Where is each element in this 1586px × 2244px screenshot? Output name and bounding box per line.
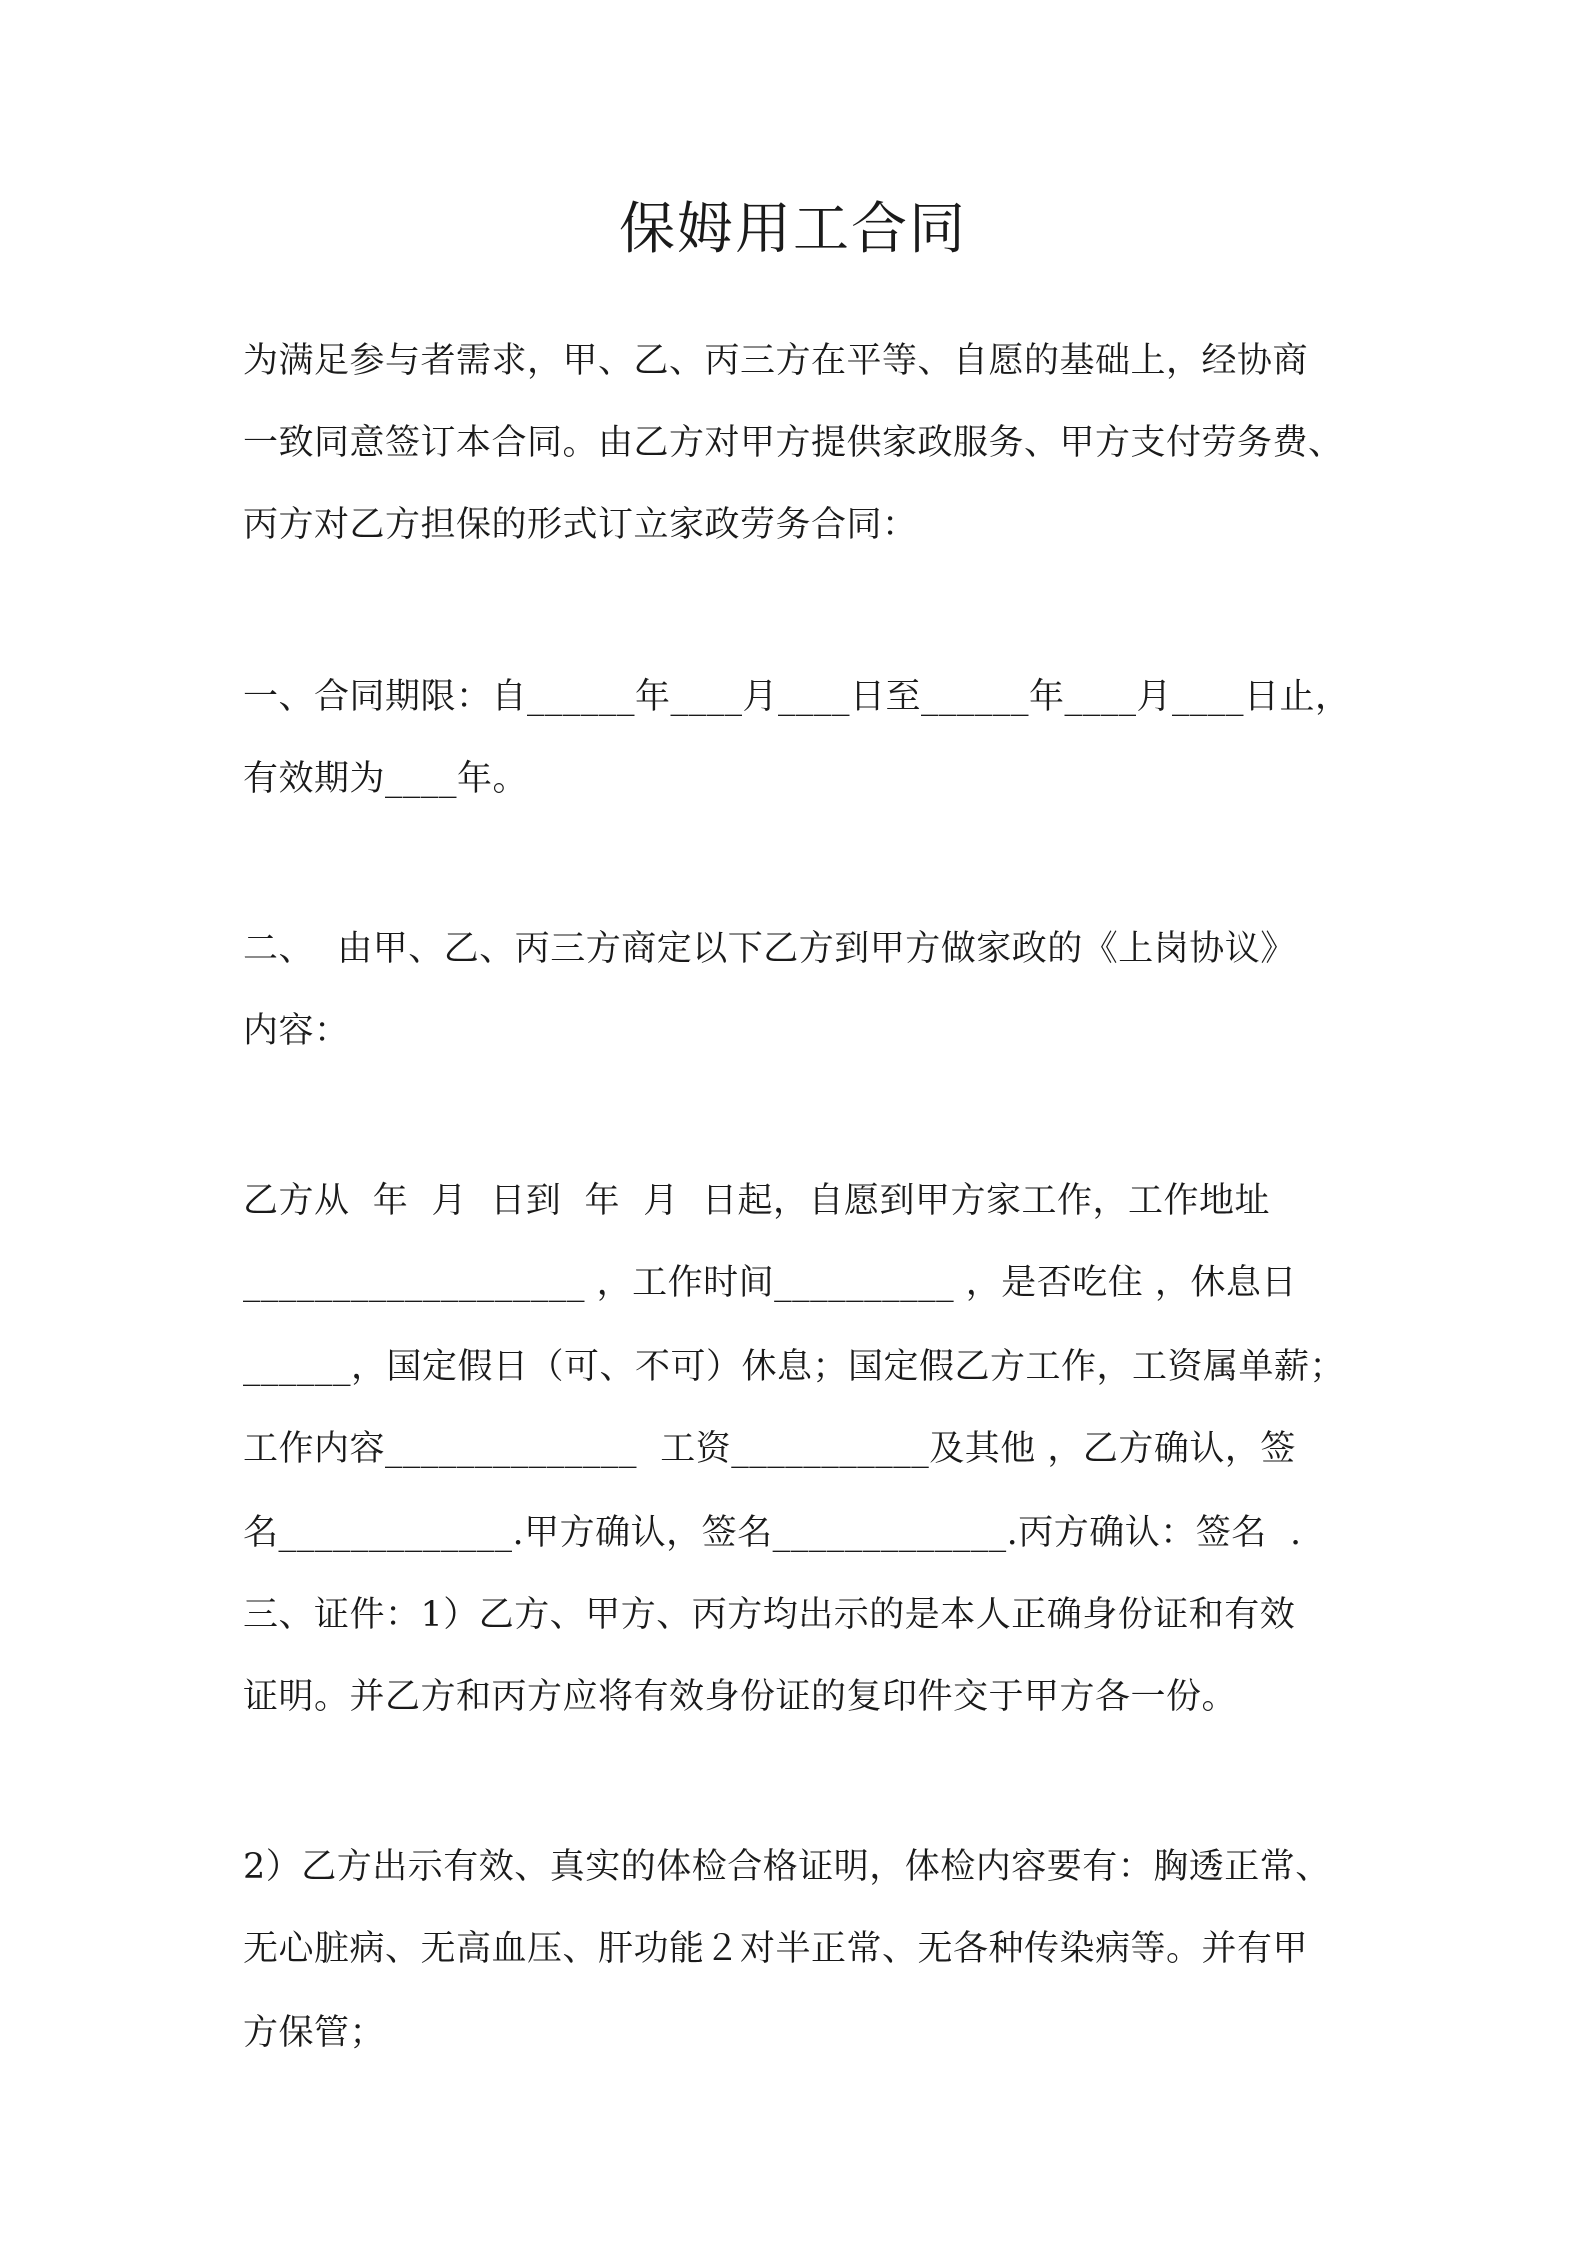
- paragraph-line: 无心脏病、无高血压、肝功能２对半正常、无各种传染病等。并有甲: [243, 1929, 1309, 1969]
- paragraph-line: 三、证件：1）乙方、甲方、丙方均出示的是本人正确身份证和有效: [243, 1595, 1296, 1635]
- paragraph-line: 一、合同期限：自______年____月____日至______年____月____日止，: [243, 677, 1351, 717]
- paragraph-line: ___________________ ，工作时间__________ ，是否吃住 ，休息日: [243, 1263, 1297, 1303]
- paragraph-line: 有效期为____年。: [243, 759, 529, 799]
- paragraph-line: 为满足参与者需求，甲、乙、丙三方在平等、自愿的基础上，经协商: [243, 341, 1309, 381]
- paragraph-line: 名_____________.甲方确认，签名_____________.丙方确认：签名 .: [243, 1513, 1302, 1553]
- paragraph-line: 2）乙方出示有效、真实的体检合格证明，体检内容要有：胸透正常、: [243, 1847, 1331, 1887]
- paragraph-line: ______，国定假日（可、不可）休息；国定假乙方工作，工资属单薪；: [243, 1347, 1346, 1387]
- document-title: 保姆用工合同: [619, 197, 967, 262]
- paragraph-line: 丙方对乙方担保的形式订立家政劳务合同：: [243, 505, 918, 545]
- paragraph-line: 二、 由甲、乙、丙三方商定以下乙方到甲方做家政的《上岗协议》: [243, 929, 1296, 969]
- paragraph-line: 证明。并乙方和丙方应将有效身份证的复印件交于甲方各一份。: [243, 1677, 1238, 1717]
- paragraph-line: 一致同意签订本合同。由乙方对甲方提供家政服务、甲方支付劳务费、: [243, 423, 1344, 463]
- paragraph-line: 内容：: [243, 1011, 350, 1051]
- paragraph-line: 工作内容______________ 工资___________及其他 ，乙方确认，签: [243, 1429, 1296, 1469]
- paragraph-line: 方保管；: [243, 2013, 386, 2053]
- paragraph-line: 乙方从 年 月 日到 年 月 日起，自愿到甲方家工作，工作地址: [243, 1181, 1271, 1221]
